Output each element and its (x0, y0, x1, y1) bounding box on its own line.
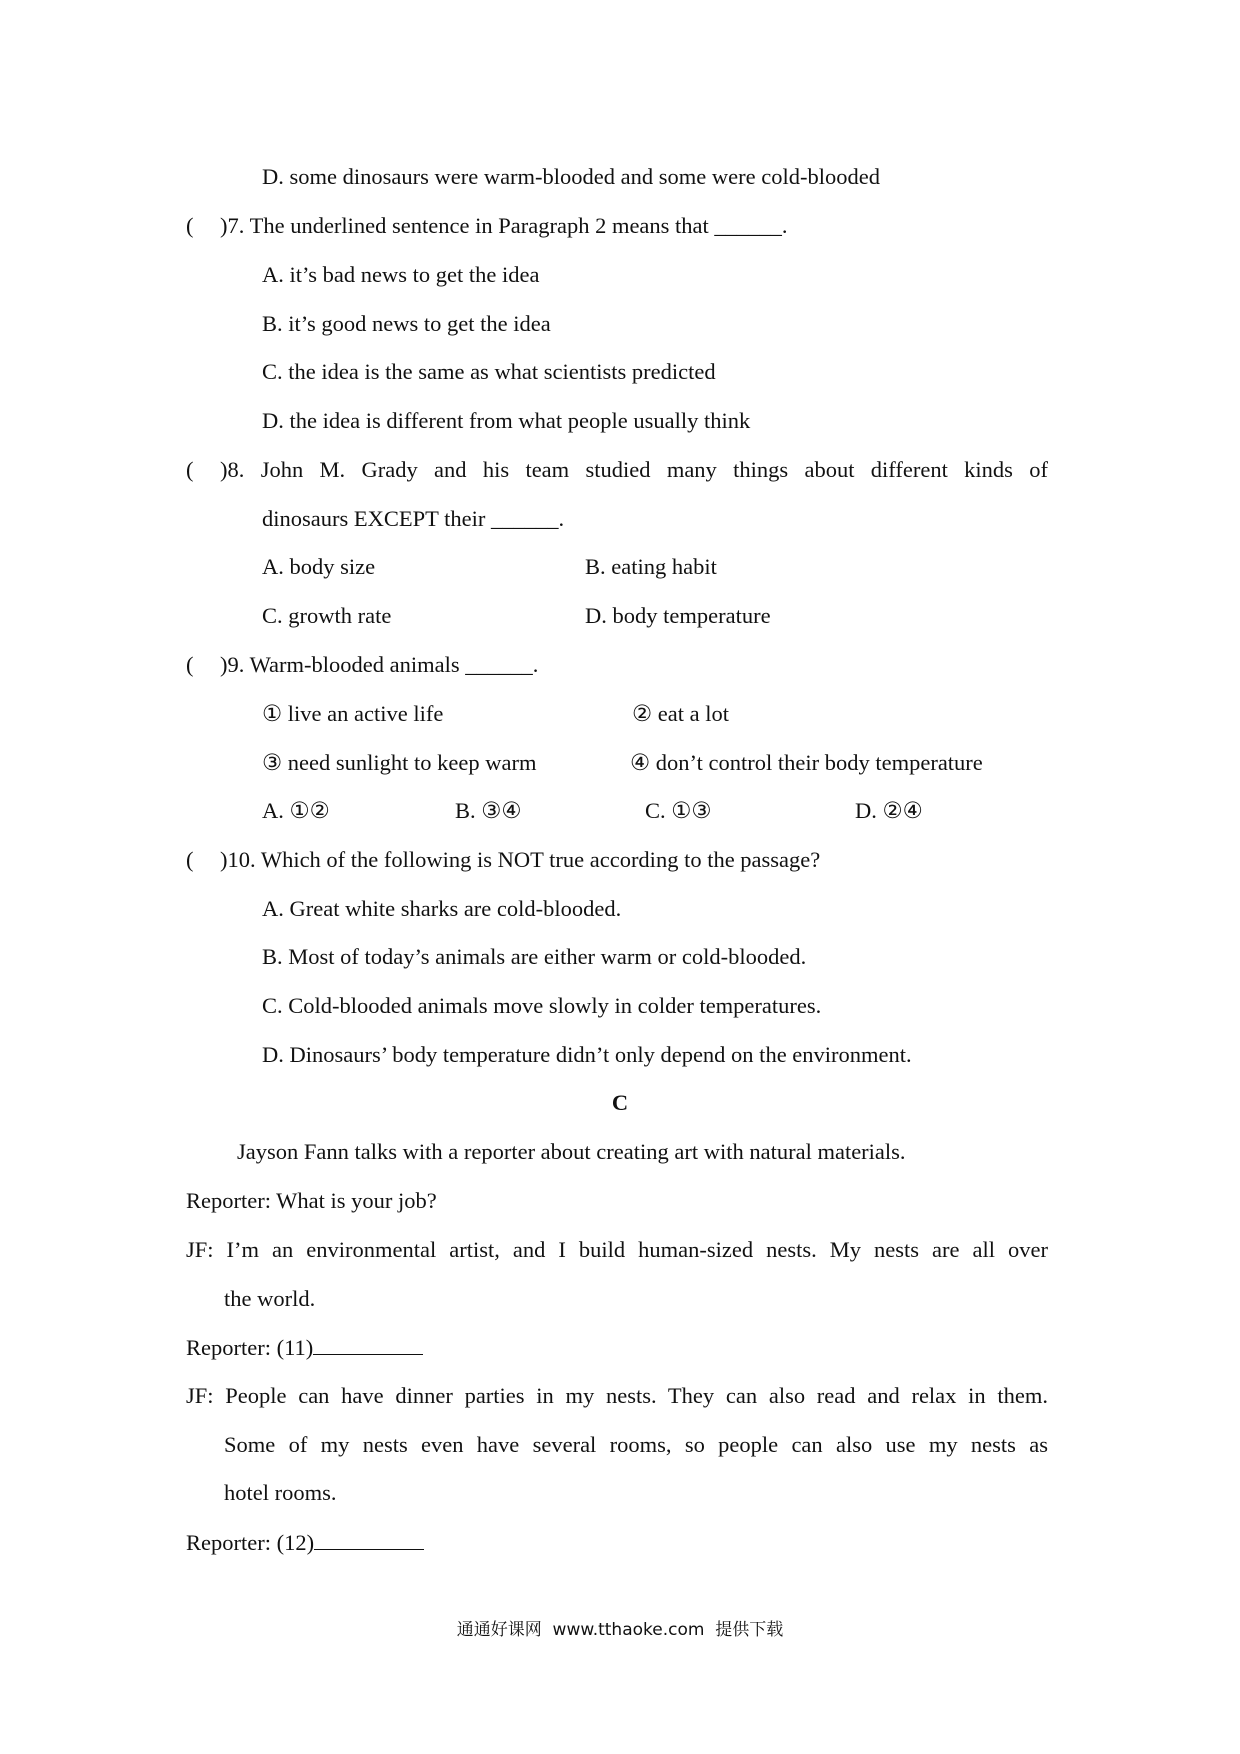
q9-option-d: D. ②④ (855, 798, 923, 823)
q7-option-d: D. the idea is different from what people usually think (262, 408, 751, 433)
q7-option-b: B. it’s good news to get the idea (262, 311, 551, 336)
answer-paren[interactable]: ( (186, 213, 194, 238)
q8-option-b: B. eating habit (585, 554, 717, 579)
q9-item-4: ④ don’t control their body temperature (630, 750, 983, 775)
q9-stem: ( )9. Warm-blooded animals ______. (186, 652, 539, 677)
q9-item-1: ① live an active life (262, 701, 444, 726)
dialogue-jf-2: JF: People can have dinner parties in my nests. They can also read and relax in them. (186, 1383, 1048, 1408)
q9-option-a: A. ①② (262, 798, 330, 823)
section-heading: C (611, 1090, 629, 1115)
answer-paren[interactable]: ( (186, 847, 194, 872)
answer-paren[interactable]: ( (186, 457, 194, 482)
dialogue-jf-1: JF: I’m an environmental artist, and I build human-sized nests. My nests are all over (186, 1237, 1048, 1262)
q8-stem-cont: dinosaurs EXCEPT their ______. (262, 506, 565, 531)
dialogue-reporter-3: Reporter: (12) (186, 1531, 424, 1555)
q6-option-d: D. some dinosaurs were warm-blooded and some were cold-blooded (262, 164, 880, 189)
q10-option-c: C. Cold-blooded animals move slowly in colder temperatures. (262, 993, 822, 1018)
q10-option-d: D. Dinosaurs’ body temperature didn’t only depend on the environment. (262, 1042, 912, 1067)
q8-option-a: A. body size (262, 554, 376, 579)
dialogue-reporter-2: Reporter: (11) (186, 1336, 423, 1360)
q7-option-c: C. the idea is the same as what scientists predicted (262, 359, 716, 384)
dialogue-reporter-1: Reporter: What is your job? (186, 1188, 437, 1213)
q10-option-a: A. Great white sharks are cold-blooded. (262, 896, 622, 921)
q10-stem: ( )10. Which of the following is NOT true according to the passage? (186, 847, 821, 872)
q9-option-c: C. ①③ (645, 798, 712, 823)
q10-option-b: B. Most of today’s animals are either warm or cold-blooded. (262, 944, 807, 969)
q7-option-a: A. it’s bad news to get the idea (262, 262, 540, 287)
q8-option-c: C. growth rate (262, 603, 392, 628)
answer-blank-11[interactable] (313, 1336, 423, 1355)
q9-item-2: ② eat a lot (632, 701, 730, 726)
dialogue-jf-2-cont2: hotel rooms. (224, 1480, 337, 1505)
q9-item-3: ③ need sunlight to keep warm (262, 750, 537, 775)
answer-blank-12[interactable] (314, 1531, 424, 1550)
q8-stem: ( )8. John M. Grady and his team studied many things about different kinds of (186, 457, 1048, 482)
answer-paren[interactable]: ( (186, 652, 194, 677)
section-intro: Jayson Fann talks with a reporter about creating art with natural materials. (237, 1139, 906, 1164)
q7-stem: ( )7. The underlined sentence in Paragraph 2 means that ______. (186, 213, 788, 238)
q9-option-b: B. ③④ (455, 798, 522, 823)
dialogue-jf-1-cont: the world. (224, 1286, 316, 1311)
page-footer: 通通好课网 www.tthaoke.com 提供下载 (456, 1620, 784, 1640)
dialogue-jf-2-cont: Some of my nests even have several rooms, so people can also use my nests as (224, 1432, 1048, 1457)
q8-option-d: D. body temperature (585, 603, 771, 628)
